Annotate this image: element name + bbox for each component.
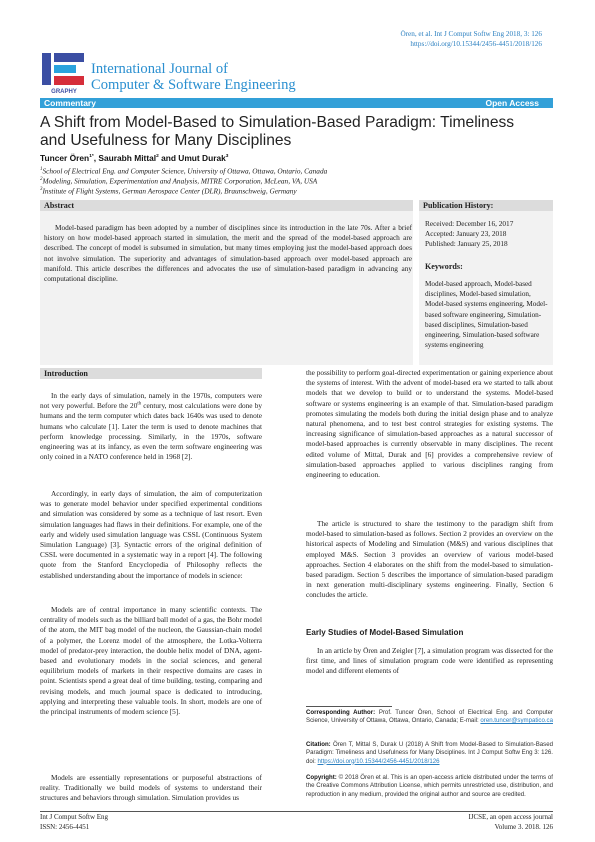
citation-note: Citation: Ören T, Mittal S, Durak U (2018) A Shift from Model-Based to Simulation-Based Paradigm: Timeliness and Usefulness for Many Disciplines. Int J Comput Softw Eng 3: 126. doi: https://doi.org/10.15344/2456-4451/2018/126 <box>306 741 553 765</box>
footer-right <box>468 813 553 832</box>
keywords-heading: Keywords: <box>425 262 463 271</box>
author-email-link[interactable]: oren.tuncer@sympatico.ca <box>480 717 553 725</box>
footnote-rule <box>306 706 392 707</box>
footer-access: IJCSE, an open access journal <box>468 813 553 821</box>
abstract-text: Model-based paradigm has been adopted by a number of disciplines since its introduction in the late 70s. After a brief history on how model-based approach started in simulation, the merit and the spread of the model-based approach are described. The concept of model is subsumed in simulation, but many times employing just the model-based approach does not involve simulation. The superiority and advantages of simulation-based approach over model-based approach are manifold. This article describes the differences and advocates the use of simulation-based paradigm in advancing any computational discipline. <box>44 223 412 284</box>
intro-paragraph-2: Accordingly, in early days of simulation, the aim of computerization was to generate model behavior under specified experimental conditions and simulation was considered by some as a technique of last resort. Even simulation languages had flaws in their definitions. For example, one of the early and widely used simulation language was CSSL (Continuous System Simulation Language) [3]. Syntactic errors of the original definition of CSSL were documented in a systematic way in a report [4]. The following quote from the Stanford Encyclopedia of Philosophy reflects the established understanding about the importance of models in science: <box>40 489 262 580</box>
intro-paragraph-1: In the early days of simulation, namely in the 1970s, computers were not very powerful. Before the 20th century, most calculations were done by humans and the term computer which dates back 1640s was used to denote humans who calculate [1]. Later the term is used to denote machines that perform knowledge processing. Similarly, in the 1970s, software engineering was at its infancy, as even the term software engineering was only coined in a NATO conference held in 1968 [2]. <box>40 391 263 462</box>
accepted-date: Accepted: January 23, 2018 <box>425 229 507 238</box>
journal-title-line1: International Journal of <box>91 61 228 77</box>
footer-left <box>40 813 108 832</box>
header-doi-link[interactable]: https://doi.org/10.15344/2456-4451/2018/126 <box>410 40 542 48</box>
journal-title <box>91 62 296 93</box>
article-title-line2: and Usefulness for Many Disciplines <box>40 131 292 149</box>
citation-doi-link[interactable]: https://doi.org/10.15344/2456-4451/2018/126 <box>317 757 440 765</box>
footer-rule <box>40 811 553 812</box>
received-date: Received: December 16, 2017 <box>425 219 514 228</box>
intro-paragraph-4: Models are essentially representations or purposeful abstractions of reality. Traditionally we build models of systems to understand their structures and behaviors through simulation. Simulation provides us <box>40 773 262 803</box>
right-paragraph-2: The article is structured to share the testimony to the paradigm shift from model-based to simulation-based as follows. Section 2 provides an overview on the historical aspects of Modeling and Simulation (M&S) and various disciplines that employed M&S. Section 3 provides an overview of various model-based approaches. Section 4 elaborates on the shift from the model-based to simulation-based paradigm. Section 5 describes the importance of simulation-based paradigm in next generation multi-disciplinary systems engineering. Finally, Section 6 concludes the article. <box>306 519 553 600</box>
article-type: Commentary <box>44 98 96 108</box>
author-3: and Umut Durak <box>158 153 226 163</box>
author-1: Tuncer Ören <box>40 153 90 163</box>
logo-text: GRAPHY <box>51 89 77 95</box>
footer-volume: Volume 3. 2018. 126 <box>494 822 553 831</box>
footer-issn: ISSN: 2456-4451 <box>40 822 90 831</box>
introduction-heading: Introduction <box>44 369 88 378</box>
abstract-heading: Abstract <box>44 201 75 210</box>
article-title-line1: A Shift from Model-Based to Simulation-Based Paradigm: Timeliness <box>40 114 515 131</box>
published-date: Published: January 25, 2018 <box>425 239 508 248</box>
publication-header <box>419 200 553 211</box>
right-paragraph-3: In an article by Ören and Zeigler [7], a simulation program was dissected for the first time, and lines of simulation program code were identified as representing model and different elements of <box>306 646 553 676</box>
right-paragraph-1: the possibility to perform goal-directed experimentation or gaining experience about the systems of interest. With the advent of model-based era we started to talk about models that we develop to build or to understand the systems. Model-based software or systems engineering is an example of that. Simulation-based paradigm promotes simulating the models both during the initial design phase and to analyze natural phenomena, and to test best control strategies for existing systems. The increasing significance of simulation-based approaches as a natural successor of model-based approaches is currently observable in many disciplines. The recent edited volume of Mittal, Durak and [6] provides a comprehensive review of simulation-based approaches applied to various disciplines ranging from engineering to education. <box>306 368 553 480</box>
author-list <box>40 153 228 163</box>
article-title <box>40 114 560 149</box>
journal-title-line2: Computer & Software Engineering <box>91 76 296 93</box>
author-1-sup: 1* <box>89 154 94 160</box>
copyright-note: Copyright: © 2018 Ören et al. This is an open-access article distributed under the terms of the Creative Commons Attribution License, which permits unrestricted use, distribution, and reproduction in any medium, provided the original author and source are credited. <box>306 774 553 798</box>
affiliation-3: $^3$Institute of Flight Systems, German Aerospace Center (DLR), Braunschweig, Germany <box>40 186 297 196</box>
intro-quote-paragraph: Models are of central importance in many scientific contexts. The centrality of models such as the billiard ball model of a gas, the Bohr model of the atom, the MIT bag model of the nucleon, the Gaussian-chain model of a polymer, the Lorenz model of the atmosphere, the Lotka-Volterra model of predator-prey interaction, the double helix model of DNA, agent-based and evolutionary models in the social sciences, and general equilibrium models of markets in their respective domains are cases in point. Scientists spend a great deal of time building, testing, comparing and revising models, and much journal space is dedicated to introducing, applying and interpreting these valuable tools. In short, models are one of the principal instruments of modern science [5]. <box>40 605 262 717</box>
keywords-text: Model-based approach, Model-based disciplines, Model-based simulation, Model-based systems engineering, Model-based software engineering, Simulation-based disciplines, Simulation-based engineering, Simulation-based software systems engineering <box>425 280 548 350</box>
section-banner <box>40 98 553 108</box>
footer-journal: Int J Comput Softw Eng <box>40 813 109 821</box>
corresponding-author-note: Corresponding Author: Prof. Tuncer Ören, School of Electrical Eng. and Computer Science, University of Ottawa, Ottawa, Ontario, Canada; E-mail: oren.tuncer@sympatico.ca <box>306 709 553 725</box>
affiliation-1: $^1$School of Electrical Eng. and Computer Science, University of Ottawa, Ottawa, Ontario, Canada <box>40 166 328 176</box>
author-2-sup: 2 <box>156 154 159 160</box>
open-access-label: Open Access <box>485 98 539 108</box>
abstract-header <box>40 200 413 211</box>
journal-logo <box>40 51 88 95</box>
author-2: , Saurabh Mittal <box>93 153 157 163</box>
publication-heading: Publication History: <box>423 201 494 210</box>
affiliation-2: $^2$Modeling, Simulation, Experimentation and Analysis, MITRE Corporation, McLean, VA, USA <box>40 176 318 186</box>
header-citation-block <box>302 29 542 49</box>
author-3-sup: 3 <box>225 154 229 160</box>
header-citation: Ören, et al. Int J Comput Softw Eng 2018, 3: 126 <box>400 30 542 38</box>
introduction-header <box>40 368 262 379</box>
section-heading-early-studies: Early Studies of Model-Based Simulation <box>306 628 464 637</box>
